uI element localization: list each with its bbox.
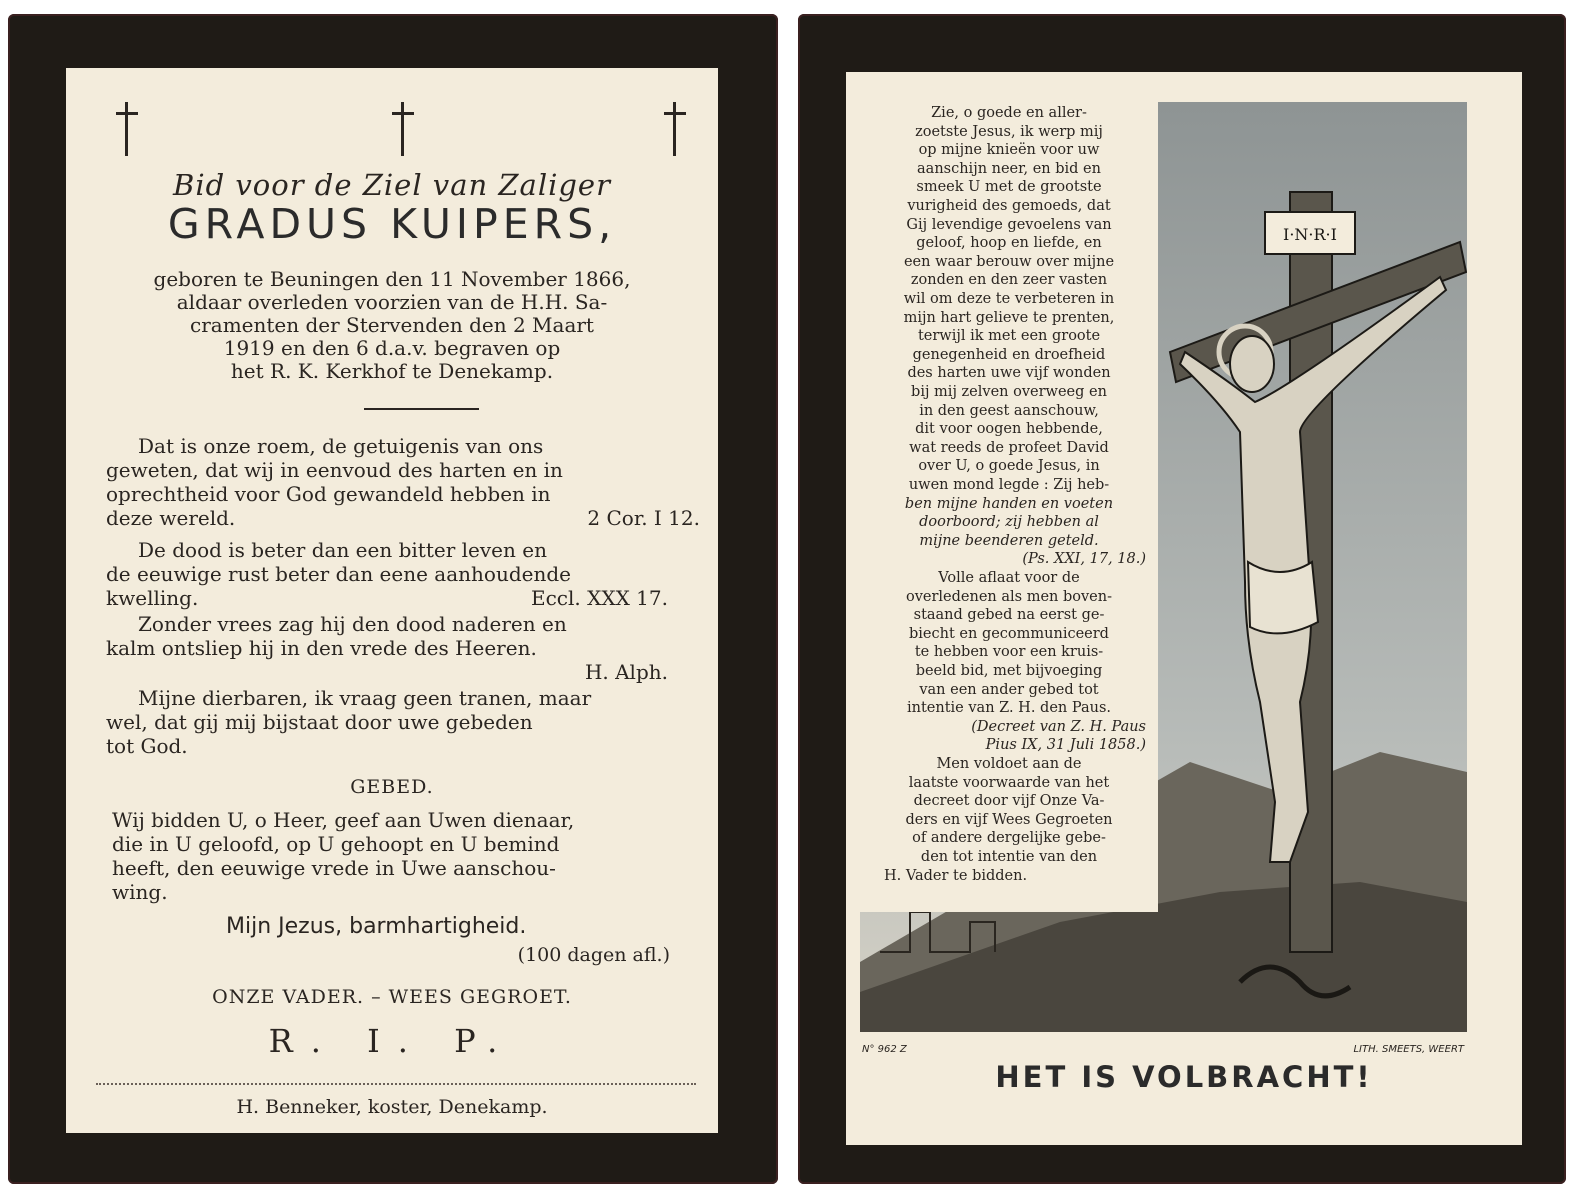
scripture-reference: 2 Cor. I 12. [587, 506, 700, 530]
bio-line: 1919 en den 6 d.a.v. begraven op [223, 336, 561, 360]
verse-line: oprechtheid voor God gewandeld hebben in [106, 482, 551, 506]
prayer-line: die in U geloofd, op U gehoopt en U bemind [112, 832, 560, 856]
prayer-line: Men voldoet aan de [936, 756, 1082, 772]
scripture-reference: Eccl. XXX 17. [531, 586, 668, 610]
prayer-line: bij mij zelven overweeg en [911, 384, 1107, 400]
prayer-line: staand gebed na eerst ge- [913, 607, 1105, 624]
prayer-line: aanschijn neer, en bid en [917, 160, 1101, 177]
plate-number: N° 962 Z [862, 1044, 907, 1055]
bio-line: aldaar overleden voorzien van de H.H. Sa- [176, 290, 608, 314]
prayer-line: intentie van Z. H. den Paus. [906, 700, 1111, 717]
printer-credit: H. Benneker, koster, Denekamp. [236, 1096, 548, 1118]
bio-line: geboren te Beuningen den 11 November 1866, [153, 267, 631, 291]
prayer-line: Gij levendige gevoelens van [906, 216, 1112, 233]
card-heading: Bid voor de Ziel van Zaliger [173, 168, 611, 202]
prayer-line: den tot intentie van den [920, 849, 1098, 865]
verse-line: deze wereld. [106, 506, 236, 530]
prayer-names: ONZE VADER. – WEES GEGROET. [212, 986, 572, 1008]
cross-icon [388, 98, 418, 158]
memorial-card-back [798, 14, 1566, 1184]
prayer-line: van een ander gebed tot [919, 681, 1099, 698]
decree-reference: Pius IX, 31 Juli 1858.) [985, 737, 1146, 754]
prayer-line: beeld bid, met bijvoeging [915, 663, 1103, 679]
prayer-line: biecht en gecommuniceerd [909, 625, 1109, 642]
scripture-reference: H. Alph. [584, 660, 668, 684]
cross-icon [112, 98, 142, 158]
prayer-line: des harten uwe vijf wonden [907, 365, 1111, 382]
prayer-line: Zie, o goede en aller- [931, 105, 1087, 121]
prayer-line: of andere dergelijke gebe- [912, 830, 1106, 847]
memorial-card-front [8, 14, 778, 1184]
verse-line: geweten, dat wij in eenvoud des harten en in [106, 458, 563, 482]
prayer-line: decreet door vijf Onze Va- [913, 793, 1105, 810]
bio-line: cramenten der Stervenden den 2 Maart [190, 313, 594, 337]
verse-line: kwelling. [106, 586, 199, 610]
prayer-text-panel [860, 102, 1158, 912]
prayer-line: dit voor oogen hebbende, [915, 421, 1103, 438]
rip-text: R. I. P. [268, 1022, 516, 1060]
indulgence-note: (100 dagen afl.) [517, 944, 670, 966]
divider [364, 408, 479, 410]
inri-label: I·N·R·I [1283, 225, 1337, 244]
prayer-line: wil om deze te verbeteren in [903, 291, 1115, 307]
prayer-line: een waar berouw over mijne [903, 253, 1115, 270]
prayer-line: ders en vijf Wees Gegroeten [905, 811, 1113, 828]
prayer-line: Volle aflaat voor de [938, 570, 1080, 586]
prayer-line: uwen mond legde : Zij heb- [908, 477, 1110, 493]
prayer-line: over U, o goede Jesus, in [918, 458, 1100, 475]
verse-line: De dood is beter dan een bitter leven en [138, 538, 547, 562]
verse-line: Dat is onze roem, de getuigenis van ons [138, 434, 544, 458]
prayer-line: wing. [112, 880, 168, 904]
dotted-divider [96, 1083, 696, 1085]
prayer-title: GEBED. [350, 776, 434, 798]
prayer-line: te hebben voor een kruis- [914, 644, 1104, 661]
prayer-line: Wij bidden U, o Heer, geef aan Uwen dienaar, [112, 808, 575, 832]
decree-reference: (Decreet van Z. H. Paus [971, 718, 1146, 735]
prayer-line: smeek U met de grootste [916, 179, 1102, 196]
card-front-paper [66, 68, 718, 1133]
banner-text: HET IS VOLBRACHT! [995, 1060, 1373, 1094]
scripture-reference: (Ps. XXI, 17, 18.) [1022, 551, 1146, 568]
publisher-credit: LITH. SMEETS, WEERT [1353, 1044, 1464, 1055]
bio-line: het R. K. Kerkhof te Denekamp. [230, 359, 554, 383]
prayer-line: overledenen als men boven- [905, 588, 1113, 605]
prayer-line: op mijne knieën voor uw [918, 142, 1100, 159]
prayer-line: doorboord; zij hebben al [919, 514, 1099, 531]
prayer-line: genegenheid en droefheid [912, 346, 1106, 363]
prayer-line: mijn hart gelieve te prenten, [903, 309, 1115, 326]
deceased-name: GRADUS KUIPERS, [167, 200, 617, 248]
prayer-line: terwijl ik met een groote [917, 328, 1101, 345]
prayer-line: geloof, hoop en liefde, en [916, 235, 1102, 252]
verse-line: wel, dat gij mij bijstaat door uwe gebeden [106, 710, 533, 734]
prayer-line: ben mijne handen en voeten [904, 495, 1114, 512]
verse-line: de eeuwige rust beter dan eene aanhoudende [106, 562, 571, 586]
verse-line: Zonder vrees zag hij den dood naderen en [138, 612, 567, 636]
card-back-paper [846, 72, 1522, 1145]
verse-line: tot God. [106, 734, 188, 758]
cross-icon [660, 98, 690, 158]
prayer-line: mijne beenderen geteld. [919, 532, 1099, 549]
prayer-line: in den geest aanschouw, [919, 402, 1099, 419]
verse-line: kalm ontsliep hij in den vrede des Heeren. [106, 636, 537, 660]
prayer-line: zonden en den zeer vasten [910, 272, 1108, 289]
prayer-line: laatste voorwaarde van het [908, 774, 1110, 791]
prayer-line: heeft, den eeuwige vrede in Uwe aanschou- [112, 856, 556, 880]
prayer-line: wat reeds de profeet David [909, 439, 1109, 456]
verse-line: Mijne dierbaren, ik vraag geen tranen, maar [138, 686, 592, 710]
prayer-line: zoetste Jesus, ik werp mij [915, 123, 1103, 140]
prayer-line: H. Vader te bidden. [884, 867, 1028, 884]
prayer-line: vurigheid des gemoeds, dat [907, 198, 1111, 214]
invocation: Mijn Jezus, barmhartigheid. [226, 914, 527, 939]
